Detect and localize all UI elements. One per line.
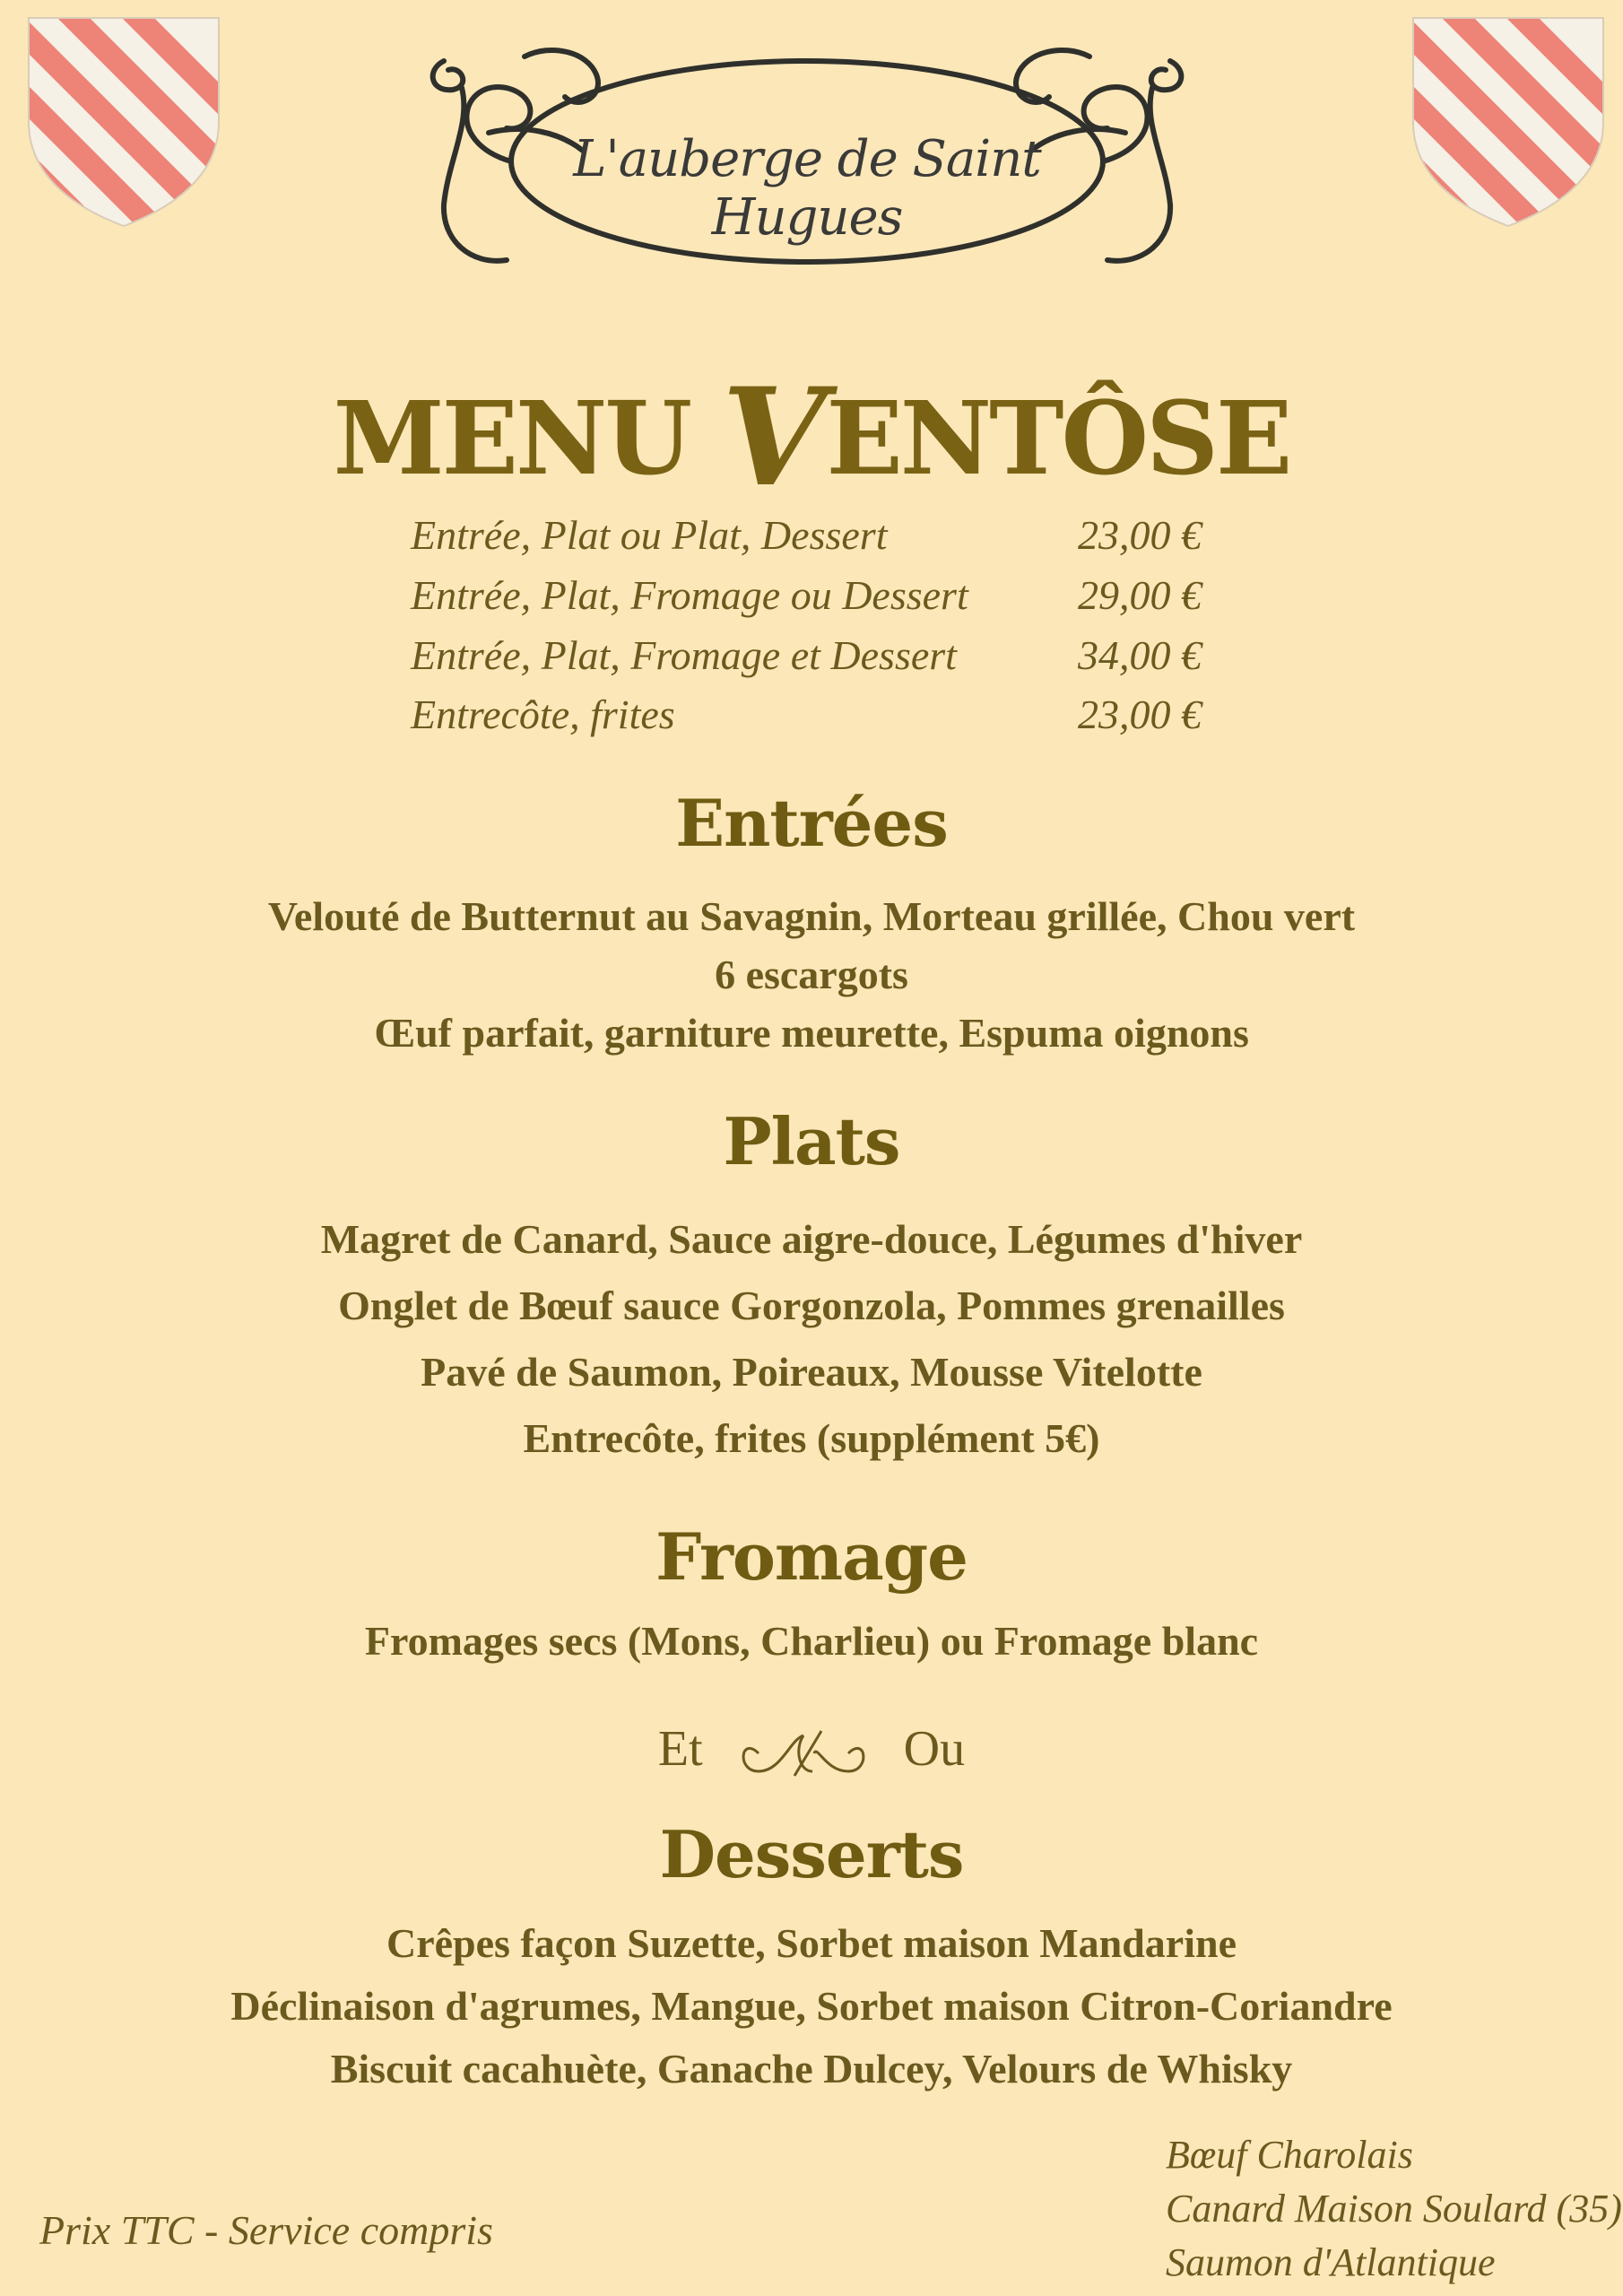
dish-item: Entrecôte, frites (supplément 5€) [523,1415,1100,1461]
formula-price: 34,00 € [1078,632,1202,678]
separator-left-word: Et [657,1721,703,1777]
price-note: Prix TTC - Service compris [39,2207,493,2253]
dish-item: Velouté de Butternut au Savagnin, Morteau grillée, Chou vert [267,893,1356,939]
calligraphic-flourish-icon [732,1722,875,1785]
dish-item: 6 escargots [715,952,908,997]
heraldic-crest-right-icon [1411,16,1605,228]
formula-name: Entrée, Plat, Fromage et Dessert [411,632,957,678]
origin-line: Saumon d'Atlantique [1166,2240,1496,2284]
origin-line: Bœuf Charolais [1166,2133,1413,2177]
formula-price: 29,00 € [1078,572,1202,618]
dish-item: Déclinaison d'agrumes, Mangue, Sorbet maison Citron-Coriandre [230,1983,1393,2029]
dish-item: Biscuit cacahuète, Ganache Dulcey, Velours de Whisky [330,2046,1293,2092]
formula-price: 23,00 € [1078,512,1202,558]
menu-title [0,359,1623,517]
dish-item: Œuf parfait, garniture meurette, Espuma oignons [374,1010,1249,1056]
dish-item: Magret de Canard, Sauce aigre-douce, Légumes d'hiver [320,1216,1303,1262]
formula-name: Entrée, Plat, Fromage ou Dessert [411,572,968,618]
et-ou-separator [0,1720,1623,1785]
separator-right-word: Ou [903,1721,966,1777]
dish-item: Crêpes façon Suzette, Sorbet maison Mandarine [386,1920,1237,1966]
menu-title-fancy-letter: V [722,359,827,517]
section-title-entrees: Entrées [675,785,948,861]
formula-name: Entrecôte, frites [411,691,675,737]
heraldic-crest-left-icon [27,16,221,228]
menu-title-plain: MENU [333,380,723,498]
section-title-plats: Plats [723,1103,900,1179]
formula-name: Entrée, Plat ou Plat, Dessert [411,512,888,558]
menu-title-rest: ENTÔSE [826,380,1290,498]
origin-line: Canard Maison Soulard (35) [1166,2187,1622,2231]
formula-price: 23,00 € [1078,691,1202,737]
dish-item: Fromages secs (Mons, Charlieu) ou Fromage blanc [364,1618,1259,1664]
dish-item: Pavé de Saumon, Poireaux, Mousse Vitelotte [421,1349,1202,1395]
section-title-fromage: Fromage [655,1518,968,1595]
restaurant-name: L'auberge de Saint Hugues [573,130,1041,247]
dish-item: Onglet de Bœuf sauce Gorgonzola, Pommes grenailles [338,1283,1285,1328]
section-title-desserts: Desserts [659,1816,964,1892]
